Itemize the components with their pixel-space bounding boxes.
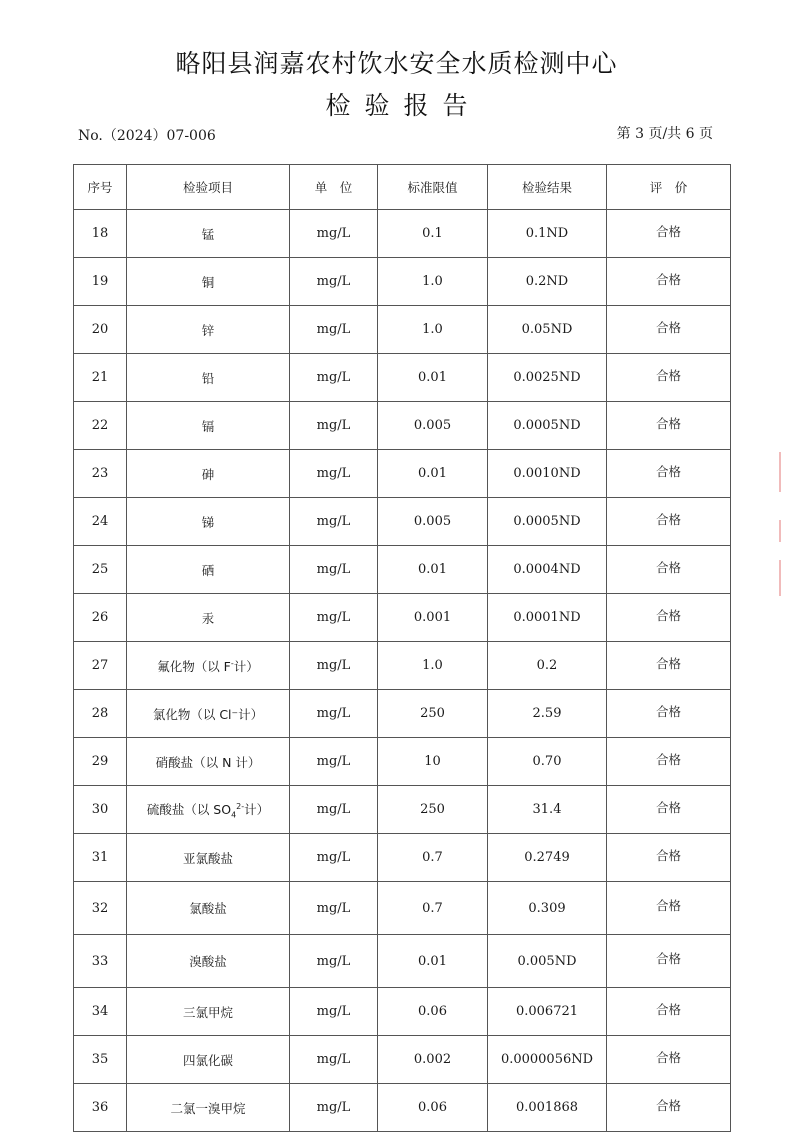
test-item: 锑 xyxy=(127,498,290,546)
row-number: 33 xyxy=(74,935,127,988)
standard-limit: 0.001 xyxy=(378,594,488,642)
table-row xyxy=(74,935,731,988)
verdict: 合格 xyxy=(607,306,731,354)
table-row xyxy=(74,402,731,450)
test-item: 氯酸盐 xyxy=(127,882,290,935)
standard-limit: 0.7 xyxy=(378,882,488,935)
table-row xyxy=(74,690,731,738)
test-item xyxy=(127,786,290,834)
unit: mg/L xyxy=(290,354,378,402)
unit: mg/L xyxy=(290,258,378,306)
row-number: 19 xyxy=(74,258,127,306)
table-header-row xyxy=(74,165,731,210)
test-result: 0.0005ND xyxy=(488,498,607,546)
standard-limit: 10 xyxy=(378,738,488,786)
table-row xyxy=(74,354,731,402)
row-number: 31 xyxy=(74,834,127,882)
verdict: 合格 xyxy=(607,1084,731,1132)
test-item: 汞 xyxy=(127,594,290,642)
verdict: 合格 xyxy=(607,258,731,306)
row-number: 32 xyxy=(74,882,127,935)
table-row xyxy=(74,738,731,786)
table-row xyxy=(74,988,731,1036)
standard-limit: 0.7 xyxy=(378,834,488,882)
standard-limit: 250 xyxy=(378,690,488,738)
test-result: 0.2749 xyxy=(488,834,607,882)
table-row xyxy=(74,258,731,306)
standard-limit: 0.01 xyxy=(378,354,488,402)
table-row xyxy=(74,1036,731,1084)
unit: mg/L xyxy=(290,1036,378,1084)
row-number: 24 xyxy=(74,498,127,546)
row-number: 20 xyxy=(74,306,127,354)
column-header-unit: 单 位 xyxy=(290,165,378,210)
test-result: 0.0004ND xyxy=(488,546,607,594)
test-item-tail: 计） xyxy=(244,801,270,817)
test-item: 溴酸盐 xyxy=(127,935,290,988)
test-item: 四氯化碳 xyxy=(127,1036,290,1084)
column-header-result: 检验结果 xyxy=(488,165,607,210)
seal-stamp-fragment xyxy=(779,560,793,596)
test-item: 硒 xyxy=(127,546,290,594)
unit: mg/L xyxy=(290,306,378,354)
test-result: 0.0005ND xyxy=(488,402,607,450)
table-row xyxy=(74,786,731,834)
test-item: 镉 xyxy=(127,402,290,450)
unit: mg/L xyxy=(290,786,378,834)
verdict: 合格 xyxy=(607,450,731,498)
verdict: 合格 xyxy=(607,354,731,402)
test-result: 31.4 xyxy=(488,786,607,834)
organization-title: 略阳县润嘉农村饮水安全水质检测中心 xyxy=(175,49,618,78)
standard-limit: 1.0 xyxy=(378,258,488,306)
standard-limit: 1.0 xyxy=(378,306,488,354)
test-result: 0.0025ND xyxy=(488,354,607,402)
test-item-subscript: 4 xyxy=(231,810,237,820)
column-header-item: 检验项目 xyxy=(127,165,290,210)
unit: mg/L xyxy=(290,738,378,786)
test-item-tail: 计） xyxy=(233,658,259,674)
row-number: 30 xyxy=(74,786,127,834)
table-row xyxy=(74,450,731,498)
verdict: 合格 xyxy=(607,594,731,642)
standard-limit: 0.06 xyxy=(378,988,488,1036)
standard-limit: 1.0 xyxy=(378,642,488,690)
test-item-main: 氟化物（以 F xyxy=(157,658,231,674)
table-row xyxy=(74,546,731,594)
verdict: 合格 xyxy=(607,988,731,1036)
row-number: 36 xyxy=(74,1084,127,1132)
unit: mg/L xyxy=(290,834,378,882)
verdict: 合格 xyxy=(607,546,731,594)
verdict: 合格 xyxy=(607,1036,731,1084)
unit: mg/L xyxy=(290,690,378,738)
test-result: 0.309 xyxy=(488,882,607,935)
test-item-main: 硫酸盐（以 SO xyxy=(146,801,232,817)
unit: mg/L xyxy=(290,402,378,450)
test-result: 0.05ND xyxy=(488,306,607,354)
test-item-superscript: 2- xyxy=(236,801,245,811)
row-number: 27 xyxy=(74,642,127,690)
verdict: 合格 xyxy=(607,738,731,786)
table-row xyxy=(74,594,731,642)
verdict: 合格 xyxy=(607,210,731,258)
verdict: 合格 xyxy=(607,642,731,690)
test-result: 0.2ND xyxy=(488,258,607,306)
report-number: No.（2024）07-006 xyxy=(78,128,216,144)
verdict: 合格 xyxy=(607,935,731,988)
verdict: 合格 xyxy=(607,402,731,450)
column-header-verdict: 评 价 xyxy=(607,165,731,210)
test-result: 0.0001ND xyxy=(488,594,607,642)
table-row xyxy=(74,210,731,258)
unit: mg/L xyxy=(290,210,378,258)
test-result: 0.006721 xyxy=(488,988,607,1036)
unit: mg/L xyxy=(290,882,378,935)
test-results-table xyxy=(73,164,731,1132)
test-result: 0.005ND xyxy=(488,935,607,988)
test-item: 氯化物（以 Cl⁻计） xyxy=(127,690,290,738)
verdict: 合格 xyxy=(607,834,731,882)
test-result: 0.0000056ND xyxy=(488,1036,607,1084)
standard-limit: 0.1 xyxy=(378,210,488,258)
row-number: 18 xyxy=(74,210,127,258)
standard-limit: 0.01 xyxy=(378,546,488,594)
test-result: 0.001868 xyxy=(488,1084,607,1132)
table-row xyxy=(74,498,731,546)
verdict: 合格 xyxy=(607,498,731,546)
test-item: 二氯一溴甲烷 xyxy=(127,1084,290,1132)
test-item: 砷 xyxy=(127,450,290,498)
row-number: 25 xyxy=(74,546,127,594)
test-item: 三氯甲烷 xyxy=(127,988,290,1036)
standard-limit: 0.01 xyxy=(378,935,488,988)
row-number: 34 xyxy=(74,988,127,1036)
standard-limit: 0.01 xyxy=(378,450,488,498)
test-item xyxy=(127,642,290,690)
test-item: 亚氯酸盐 xyxy=(127,834,290,882)
row-number: 22 xyxy=(74,402,127,450)
unit: mg/L xyxy=(290,546,378,594)
page-indicator: 第 3 页/共 6 页 xyxy=(616,126,713,142)
verdict: 合格 xyxy=(607,690,731,738)
test-item: 锰 xyxy=(127,210,290,258)
column-header-no: 序号 xyxy=(74,165,127,210)
unit: mg/L xyxy=(290,498,378,546)
unit: mg/L xyxy=(290,1084,378,1132)
test-result: 0.0010ND xyxy=(488,450,607,498)
row-number: 35 xyxy=(74,1036,127,1084)
row-number: 21 xyxy=(74,354,127,402)
test-item: 锌 xyxy=(127,306,290,354)
test-item: 铅 xyxy=(127,354,290,402)
unit: mg/L xyxy=(290,988,378,1036)
standard-limit: 0.005 xyxy=(378,498,488,546)
column-header-limit: 标准限值 xyxy=(378,165,488,210)
row-number: 29 xyxy=(74,738,127,786)
row-number: 28 xyxy=(74,690,127,738)
table-row xyxy=(74,834,731,882)
seal-stamp-fragment xyxy=(779,520,793,542)
unit: mg/L xyxy=(290,594,378,642)
table-row xyxy=(74,1084,731,1132)
row-number: 26 xyxy=(74,594,127,642)
test-result: 2.59 xyxy=(488,690,607,738)
test-item-superscript: - xyxy=(230,658,234,668)
seal-stamp-fragment xyxy=(779,452,793,492)
test-item: 硝酸盐（以 N 计） xyxy=(127,738,290,786)
verdict: 合格 xyxy=(607,786,731,834)
unit: mg/L xyxy=(290,935,378,988)
test-result: 0.70 xyxy=(488,738,607,786)
unit: mg/L xyxy=(290,642,378,690)
standard-limit: 250 xyxy=(378,786,488,834)
table-row xyxy=(74,642,731,690)
test-result: 0.2 xyxy=(488,642,607,690)
standard-limit: 0.06 xyxy=(378,1084,488,1132)
test-item: 铜 xyxy=(127,258,290,306)
test-result: 0.1ND xyxy=(488,210,607,258)
verdict: 合格 xyxy=(607,882,731,935)
table-row xyxy=(74,306,731,354)
standard-limit: 0.005 xyxy=(378,402,488,450)
standard-limit: 0.002 xyxy=(378,1036,488,1084)
unit: mg/L xyxy=(290,450,378,498)
table-row xyxy=(74,882,731,935)
row-number: 23 xyxy=(74,450,127,498)
report-title: 检验报告 xyxy=(325,91,482,120)
